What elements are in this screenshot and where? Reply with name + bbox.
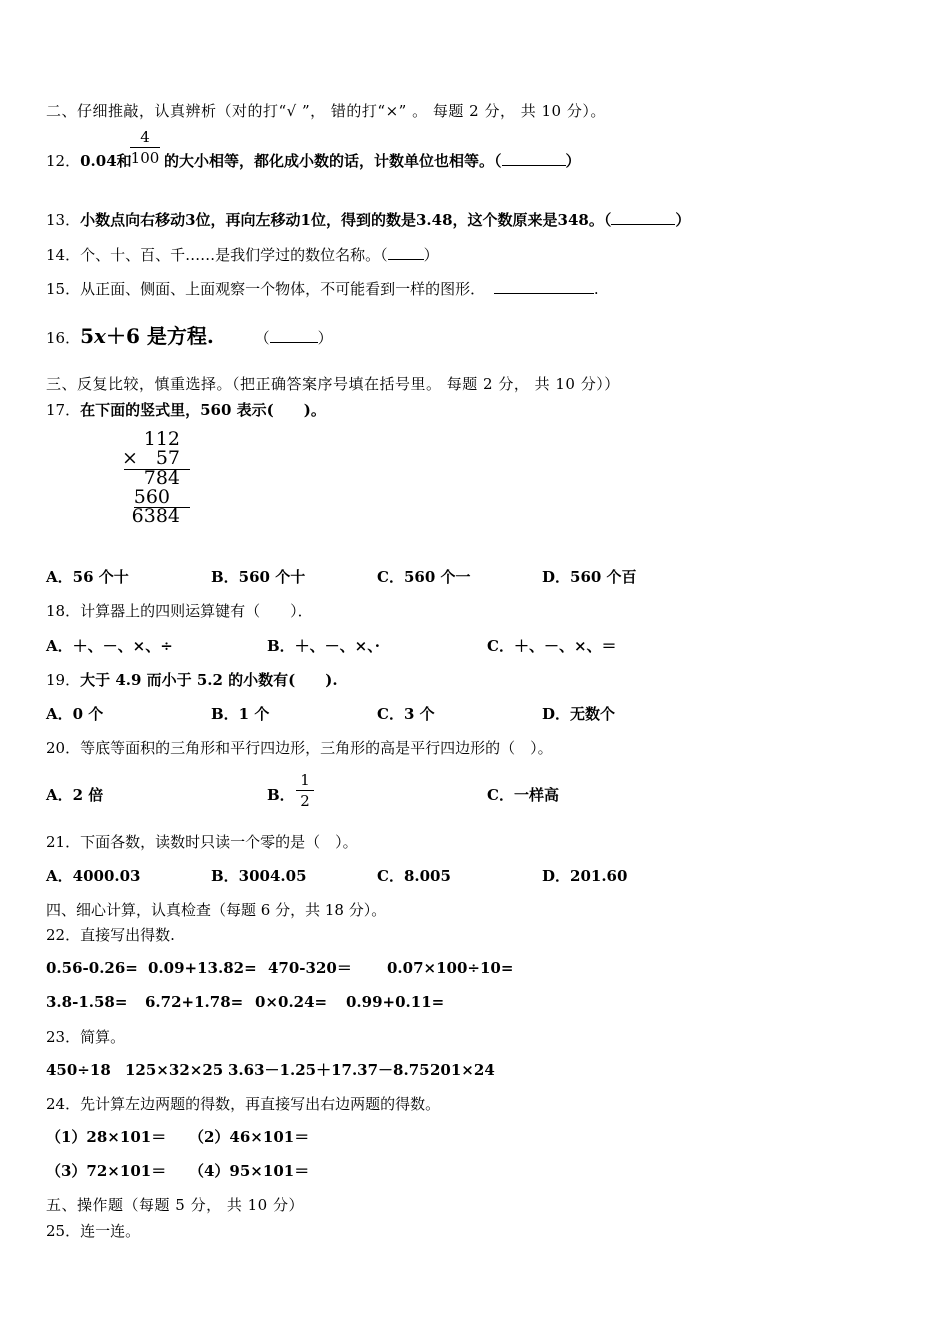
fraction-denominator: 100: [130, 149, 160, 167]
q20-option-c[interactable]: C．一样高: [487, 786, 559, 804]
q23-item: 3.63－1.25＋17.37－8.75: [228, 1061, 430, 1079]
expr-variable: x: [94, 324, 106, 348]
q19-option-c[interactable]: C．3 个: [377, 705, 435, 723]
option-label: B．: [267, 786, 295, 804]
question-number: 21．: [46, 833, 81, 851]
question-text: 等底等面积的三角形和平行四边形，三角形的高是平行四边形的（ ）。: [80, 739, 553, 757]
question-text: 直接写出得数.: [80, 926, 175, 944]
q17-option-a[interactable]: A．56 个十: [46, 568, 129, 586]
question-text: 先计算左边两题的得数，再直接写出右边两题的得数。: [80, 1095, 441, 1113]
section-5-heading: 五、操作题（每题 5 分， 共 10 分）: [46, 1196, 304, 1214]
question-number: 22．: [46, 926, 81, 944]
answer-blank[interactable]: [502, 151, 566, 166]
q18-option-b[interactable]: B．＋、－、×、·: [267, 637, 380, 655]
question-24: [46, 1094, 440, 1114]
q18-option-c[interactable]: C．＋、－、×、＝: [487, 637, 617, 655]
q20-option-a[interactable]: A．2 倍: [46, 786, 104, 804]
paren-close: ）: [317, 329, 333, 347]
expr-rest: ＋6 是方程.: [105, 324, 214, 348]
q22-item: 0.56-0.26=: [46, 959, 138, 977]
answer-blank[interactable]: [270, 328, 318, 343]
question-number: 23．: [46, 1028, 81, 1046]
q21-option-d[interactable]: D．201.60: [542, 867, 628, 885]
q21-option-a[interactable]: A．4000.03: [46, 867, 141, 885]
question-text: 下面各数，读数时只读一个零的是（ ）。: [80, 833, 358, 851]
q21-option-b[interactable]: B．3004.05: [211, 867, 307, 885]
q19-option-b[interactable]: B．1 个: [211, 705, 270, 723]
q22-item: 0.07×100÷10=: [387, 959, 514, 977]
question-15: [46, 279, 599, 299]
q22-item: 0×0.24=: [255, 993, 328, 1011]
question-12: [46, 151, 132, 171]
q20-option-b[interactable]: [267, 785, 295, 805]
calc-times-sign: ×: [122, 447, 138, 469]
question-number: 16．: [46, 329, 81, 347]
question-19: [46, 670, 338, 690]
fraction-1-over-2: [296, 771, 314, 810]
q24-item: （4）95×101＝: [189, 1162, 310, 1180]
question-23: [46, 1027, 125, 1047]
question-text: 0.04和: [80, 152, 132, 170]
question-text: 的大小相等，都化成小数的话，计数单位也相等。（: [164, 152, 502, 170]
calc-row-5: 6384: [131, 505, 180, 527]
question-number: 25．: [46, 1222, 81, 1240]
period: .: [593, 280, 599, 298]
question-number: 18．: [46, 602, 81, 620]
fraction-4-over-100: [130, 128, 160, 167]
q24-item: （1）28×101＝: [46, 1128, 167, 1146]
question-text: 小数点向右移动3位，再向左移动1位，得到的数是3.48，这个数原来是348。（: [80, 211, 612, 229]
question-18: [46, 601, 313, 621]
fraction-numerator: 4: [140, 128, 150, 146]
calc-row-4: 560: [133, 486, 170, 508]
question-text: 从正面、侧面、上面观察一个物体，不可能看到一样的图形．: [80, 280, 486, 298]
calc-row-1: 112: [143, 428, 180, 450]
question-16: [46, 323, 333, 351]
q17-option-d[interactable]: D．560 个百: [542, 568, 637, 586]
paren-close: ）: [423, 246, 439, 264]
question-text: 简算。: [80, 1028, 126, 1046]
fraction-bar: [296, 790, 314, 791]
q23-item: 201×24: [430, 1061, 495, 1079]
question-text: 大于 4.9 而小于 5.2 的小数有( ).: [80, 671, 338, 689]
answer-blank[interactable]: [494, 279, 594, 294]
q24-item: （2）46×101＝: [189, 1128, 310, 1146]
question-20: [46, 738, 553, 758]
q22-item: 0.09+13.82=: [148, 959, 257, 977]
q21-option-c[interactable]: C．8.005: [377, 867, 451, 885]
question-text: 个、十、百、千……是我们学过的数位名称。（: [80, 246, 388, 264]
question-text: 计算器上的四则运算键有（ ）．: [80, 602, 313, 620]
question-14: [46, 245, 439, 265]
question-21: [46, 832, 358, 852]
question-text: 在下面的竖式里，560 表示( )。: [80, 401, 326, 419]
fraction-denominator: 2: [300, 792, 310, 810]
fraction-numerator: 1: [300, 771, 310, 789]
q17-option-c[interactable]: C．560 个一: [377, 568, 471, 586]
q22-item: 470-320＝: [268, 959, 352, 977]
q22-item: 6.72+1.78=: [145, 993, 244, 1011]
q19-option-a[interactable]: A．0 个: [46, 705, 104, 723]
question-number: 19．: [46, 671, 81, 689]
calc-row-2: 57: [155, 447, 180, 469]
q18-option-a[interactable]: A．＋、－、×、÷: [46, 637, 173, 655]
paren-close: ）: [675, 211, 691, 229]
q17-option-b[interactable]: B．560 个十: [211, 568, 306, 586]
question-number: 17．: [46, 401, 81, 419]
question-number: 12．: [46, 152, 81, 170]
question-17: [46, 400, 326, 420]
answer-blank[interactable]: [388, 245, 424, 260]
answer-blank[interactable]: [611, 210, 675, 225]
expr-5: 5: [80, 324, 95, 348]
question-number: 20．: [46, 739, 81, 757]
q22-item: 0.99+0.11=: [346, 993, 445, 1011]
q24-item: （3）72×101＝: [46, 1162, 167, 1180]
paren-close: ）: [565, 152, 581, 170]
q23-item: 125×32×25: [125, 1061, 224, 1079]
question-text: 连一连。: [80, 1222, 141, 1240]
question-25: [46, 1221, 140, 1241]
q23-item: 450÷18: [46, 1061, 111, 1079]
q19-option-d[interactable]: D．无数个: [542, 705, 616, 723]
question-number: 14．: [46, 246, 81, 264]
section-4-heading: 四、细心计算，认真检查（每题 6 分，共 18 分）。: [46, 901, 387, 919]
question-number: 15．: [46, 280, 81, 298]
fraction-bar: [130, 147, 160, 148]
calc-row-3: 784: [143, 467, 180, 489]
question-number: 13．: [46, 211, 81, 229]
question-13: [46, 210, 690, 230]
section-3-heading: 三、反复比较，慎重选择。（把正确答案序号填在括号里。 每题 2 分， 共 10 分））: [46, 375, 620, 393]
section-2-heading: 二、仔细推敲，认真辨析（对的打“√ ”， 错的打“×” 。 每题 2 分， 共 10 分）。: [46, 102, 606, 120]
question-22: [46, 925, 175, 945]
question-12-rest: [164, 151, 581, 171]
question-number: 24．: [46, 1095, 81, 1113]
paren-open: （: [254, 329, 270, 347]
q22-item: 3.8-1.58=: [46, 993, 128, 1011]
